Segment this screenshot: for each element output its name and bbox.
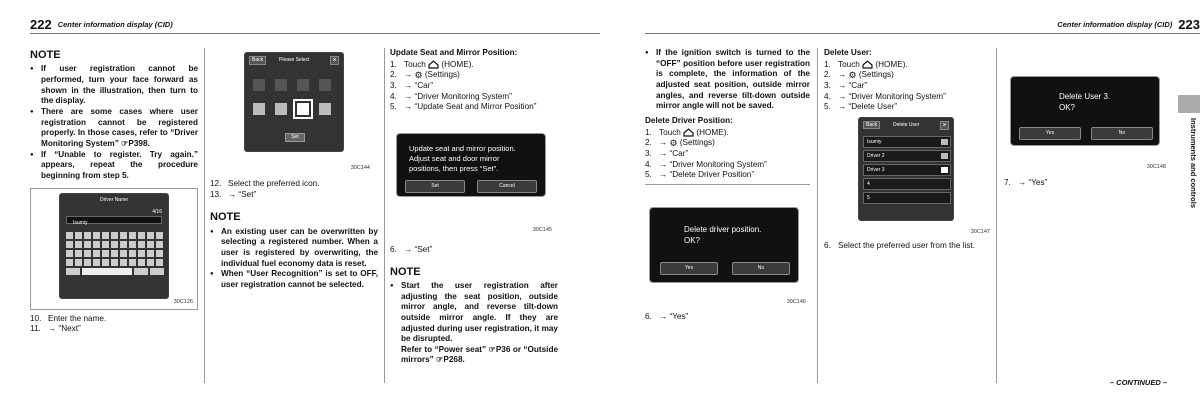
step-number: 3.	[645, 148, 652, 158]
right-col-3	[1004, 48, 1172, 189]
no-button[interactable]: No	[732, 262, 790, 275]
user-icon	[941, 167, 948, 173]
note-title: NOTE	[390, 265, 421, 278]
step-text: Select the preferred icon.	[228, 179, 320, 188]
section-title: Delete Driver Position:	[645, 115, 733, 125]
section-title: Update Seat and Mirror Position:	[390, 48, 518, 57]
section-title: Delete User:	[824, 48, 872, 57]
column-divider	[996, 48, 997, 383]
dialog-line: Update seat and mirror position.	[409, 143, 516, 153]
icon-option[interactable]	[275, 79, 287, 91]
step-number: 5.	[645, 170, 652, 180]
note-item: ● If “Unable to register. Try again.” appears, repeat the procedure beginning from step 5.	[30, 150, 198, 182]
continued-label: – CONTINUED –	[1109, 378, 1167, 387]
note-text: Start the user registration after adjusting the seat position, outside mirror angle, and reverse tilt-down outside mirror angle. If they are adjusted during user registration, it may be disrupted.	[401, 280, 558, 344]
user-row-label: 5	[867, 194, 870, 201]
screen-title: Driver Name	[99, 196, 129, 203]
step-suffix: (Settings)	[424, 70, 460, 80]
icon-option[interactable]	[275, 103, 287, 115]
step-number: 2.	[645, 138, 652, 148]
keyboard-row	[66, 250, 164, 257]
dialog-message	[1059, 91, 1110, 113]
user-row-label: Isumiy	[867, 138, 882, 145]
char-counter: 4/16	[152, 208, 162, 215]
step-text: → “Driver Monitoring System”	[659, 159, 767, 169]
step-text: → “Yes”	[1018, 178, 1048, 187]
step-number: 2.	[390, 70, 397, 80]
figure-frame	[390, 117, 558, 235]
no-button[interactable]: No	[1091, 127, 1153, 140]
yes-button[interactable]: Yes	[1019, 127, 1081, 140]
column-divider	[204, 48, 205, 383]
figure-code: 30C147	[970, 228, 990, 235]
step-number: 3.	[824, 80, 831, 90]
user-row-label: Driver 2	[867, 152, 885, 159]
step-text: → “Update Seat and Mirror Position”	[404, 102, 537, 112]
header-title: Center information display (CID)	[1057, 20, 1173, 30]
back-button[interactable]: Back	[249, 56, 266, 65]
back-button[interactable]: Back	[863, 121, 880, 130]
step-text: →	[659, 138, 668, 148]
note-title: NOTE	[30, 49, 61, 61]
figure-frame	[645, 184, 810, 308]
step-list	[30, 314, 198, 335]
step-text: → “Car”	[404, 80, 434, 90]
icon-option[interactable]	[253, 103, 265, 115]
step-number: 5.	[390, 102, 397, 112]
step-number: 1.	[824, 59, 831, 69]
step-text: →	[838, 70, 847, 80]
step-number: 10.	[30, 313, 42, 323]
right-col-1	[645, 48, 810, 323]
step-text: → “Car”	[838, 80, 868, 90]
note-list	[645, 48, 810, 112]
note-item: ● There are some cases where user registration cannot be registered properly. In those cases, refer to “Driver Monitoring System” ☞P398.	[30, 107, 198, 150]
icon-select-screen	[244, 52, 344, 152]
close-icon[interactable]: ×	[940, 121, 949, 130]
figure-code: 30C126	[173, 299, 193, 306]
keyboard-row	[66, 268, 164, 275]
step-suffix: (HOME).	[441, 59, 474, 69]
dialog-line: Delete User 3.	[1059, 92, 1111, 101]
step-number: 1.	[645, 127, 652, 137]
user-row[interactable]	[863, 150, 951, 162]
step-suffix: (Settings)	[858, 70, 894, 80]
keyboard[interactable]	[66, 232, 164, 275]
delete-driver-dialog	[649, 207, 799, 283]
close-icon[interactable]: ×	[330, 56, 339, 65]
user-list	[863, 136, 951, 204]
note-list	[30, 64, 198, 181]
keyboard-row	[66, 232, 164, 239]
right-col-2	[824, 48, 994, 252]
step-list	[824, 60, 994, 113]
column-divider	[384, 48, 385, 383]
left-col-1	[30, 48, 198, 335]
step-item	[824, 241, 994, 252]
step-number: 2.	[824, 70, 831, 80]
step-item	[390, 245, 558, 256]
step-text: → “Set”	[404, 244, 433, 254]
page-number: 222	[30, 17, 52, 32]
step-text: → “Yes”	[659, 311, 689, 321]
right-page	[600, 0, 1200, 402]
step-list	[210, 179, 378, 200]
name-field-value: Isumiy	[73, 219, 88, 226]
yes-button[interactable]: Yes	[660, 262, 718, 275]
icon-row-1	[253, 79, 331, 91]
user-row[interactable]	[863, 136, 951, 148]
step-number: 4.	[645, 159, 652, 169]
user-row-label: 4	[867, 180, 870, 187]
icon-option[interactable]	[253, 79, 265, 91]
figure-code: 30C146	[786, 298, 806, 305]
update-seat-dialog	[396, 133, 546, 197]
column-divider	[817, 48, 818, 383]
delete-user-screen	[858, 117, 954, 221]
cancel-button[interactable]: Cancel	[477, 180, 537, 193]
home-icon	[428, 60, 439, 69]
set-button[interactable]: Set	[405, 180, 465, 193]
figure-code: 30C144	[350, 165, 370, 171]
name-field[interactable]	[66, 216, 162, 224]
step-number: 3.	[390, 80, 397, 90]
set-button[interactable]: Set	[285, 133, 305, 142]
step-text: → “Car”	[659, 148, 689, 158]
delete-user-dialog	[1010, 76, 1160, 146]
header-title: Center information display (CID)	[57, 20, 173, 30]
figure-code: 30C148	[1146, 164, 1166, 170]
step-number: 13.	[210, 189, 222, 199]
step-text: Select the preferred user from the list.	[838, 240, 975, 250]
step-number: 11.	[30, 324, 41, 334]
side-section-label: Instruments and controls	[1189, 118, 1198, 209]
step-number: 4.	[824, 91, 831, 101]
note-item: ● An existing user can be overwritten by selecting a registered number. When a user is registered by overwriting, the individual fuel economy data is reset.	[210, 227, 378, 270]
note-title: NOTE	[210, 211, 241, 224]
note-item: ● If the ignition switch is turned to the “OFF” position before user registration is complete, the information of the adjusted seat position, outside mirror angles, and reverse tilt-down outside mirror angle will not be saved.	[645, 48, 810, 112]
gear-icon: ⚙	[414, 70, 423, 81]
dialog-line: Delete driver position.	[684, 224, 762, 234]
step-text: →	[404, 70, 413, 80]
page-header	[30, 16, 600, 34]
icon-option[interactable]	[319, 103, 331, 115]
figure-code: 30C145	[532, 226, 552, 233]
figure-frame	[1004, 48, 1172, 172]
user-row-label: Driver 3	[867, 166, 885, 173]
step-text: → “Next”	[48, 324, 81, 334]
page-number: 223	[1178, 17, 1200, 32]
keyboard-row	[66, 259, 164, 266]
note-list	[210, 227, 378, 291]
note-item: ● When “User Recognition” is set to OFF, user registration cannot be selected.	[210, 269, 378, 290]
gear-icon: ⚙	[848, 70, 857, 81]
step-item	[645, 312, 810, 323]
icon-option[interactable]	[319, 79, 331, 91]
step-number: 5.	[824, 102, 831, 112]
icon-row-2	[253, 103, 331, 115]
step-text: → “Set”	[228, 189, 257, 199]
user-row[interactable]	[863, 178, 951, 190]
note-reference[interactable]: Refer to “Power seat” ☞P36 or “Outside mirrors” ☞P268.	[401, 344, 558, 365]
left-col-3	[390, 48, 558, 366]
keyboard-row	[66, 241, 164, 248]
dialog-line: positions, then press “Set”.	[409, 164, 499, 174]
section-tab	[1178, 95, 1200, 113]
user-icon	[941, 153, 948, 159]
step-number: 6.	[390, 244, 397, 254]
step-text: Touch	[838, 59, 860, 69]
figure-frame	[210, 48, 378, 174]
step-suffix: (HOME).	[875, 59, 908, 69]
figure-frame	[30, 188, 198, 310]
dialog-line: Adjust seat and door mirror	[409, 154, 500, 164]
gear-icon: ⚙	[669, 138, 678, 149]
step-text: → “Driver Monitoring System”	[404, 91, 512, 101]
home-icon	[862, 60, 873, 69]
page-header	[645, 16, 1200, 34]
user-row[interactable]	[863, 164, 951, 176]
step-number: 6.	[645, 311, 652, 321]
step-text: → “Delete User”	[838, 102, 898, 112]
screen-title: Please Select	[279, 57, 310, 63]
step-list	[390, 60, 558, 113]
step-number: 6.	[824, 240, 831, 250]
dialog-line: OK?	[1059, 103, 1076, 113]
step-number: 4.	[390, 91, 397, 101]
step-text: → “Delete Driver Position”	[659, 170, 755, 180]
dialog-line: OK?	[684, 236, 701, 246]
step-suffix: (Settings)	[679, 138, 715, 148]
user-icon	[941, 139, 948, 145]
icon-option-selected[interactable]	[297, 103, 309, 115]
step-text: Enter the name.	[48, 313, 107, 323]
left-col-2	[210, 48, 378, 291]
dialog-message	[684, 224, 761, 246]
note-list	[390, 281, 558, 366]
name-entry-screen	[59, 193, 169, 299]
note-item: ● If user registration cannot be performed, turn your face forward as shown in the illustration, then turn to the display.	[30, 64, 198, 107]
step-list	[645, 128, 810, 181]
icon-option[interactable]	[297, 79, 309, 91]
user-row[interactable]	[863, 192, 951, 204]
step-text: Touch	[404, 59, 426, 69]
step-number: 1.	[390, 59, 397, 69]
step-item	[1004, 178, 1172, 189]
step-number: 12.	[210, 179, 222, 188]
step-text: Touch	[659, 127, 681, 137]
step-number: 7.	[1004, 178, 1011, 187]
step-suffix: (HOME).	[696, 127, 729, 137]
note-item	[390, 281, 558, 366]
figure-frame	[824, 115, 994, 237]
step-text: → “Driver Monitoring System”	[838, 91, 946, 101]
dialog-message	[409, 144, 516, 174]
screen-title: Delete User	[893, 121, 920, 128]
home-icon	[683, 128, 694, 137]
